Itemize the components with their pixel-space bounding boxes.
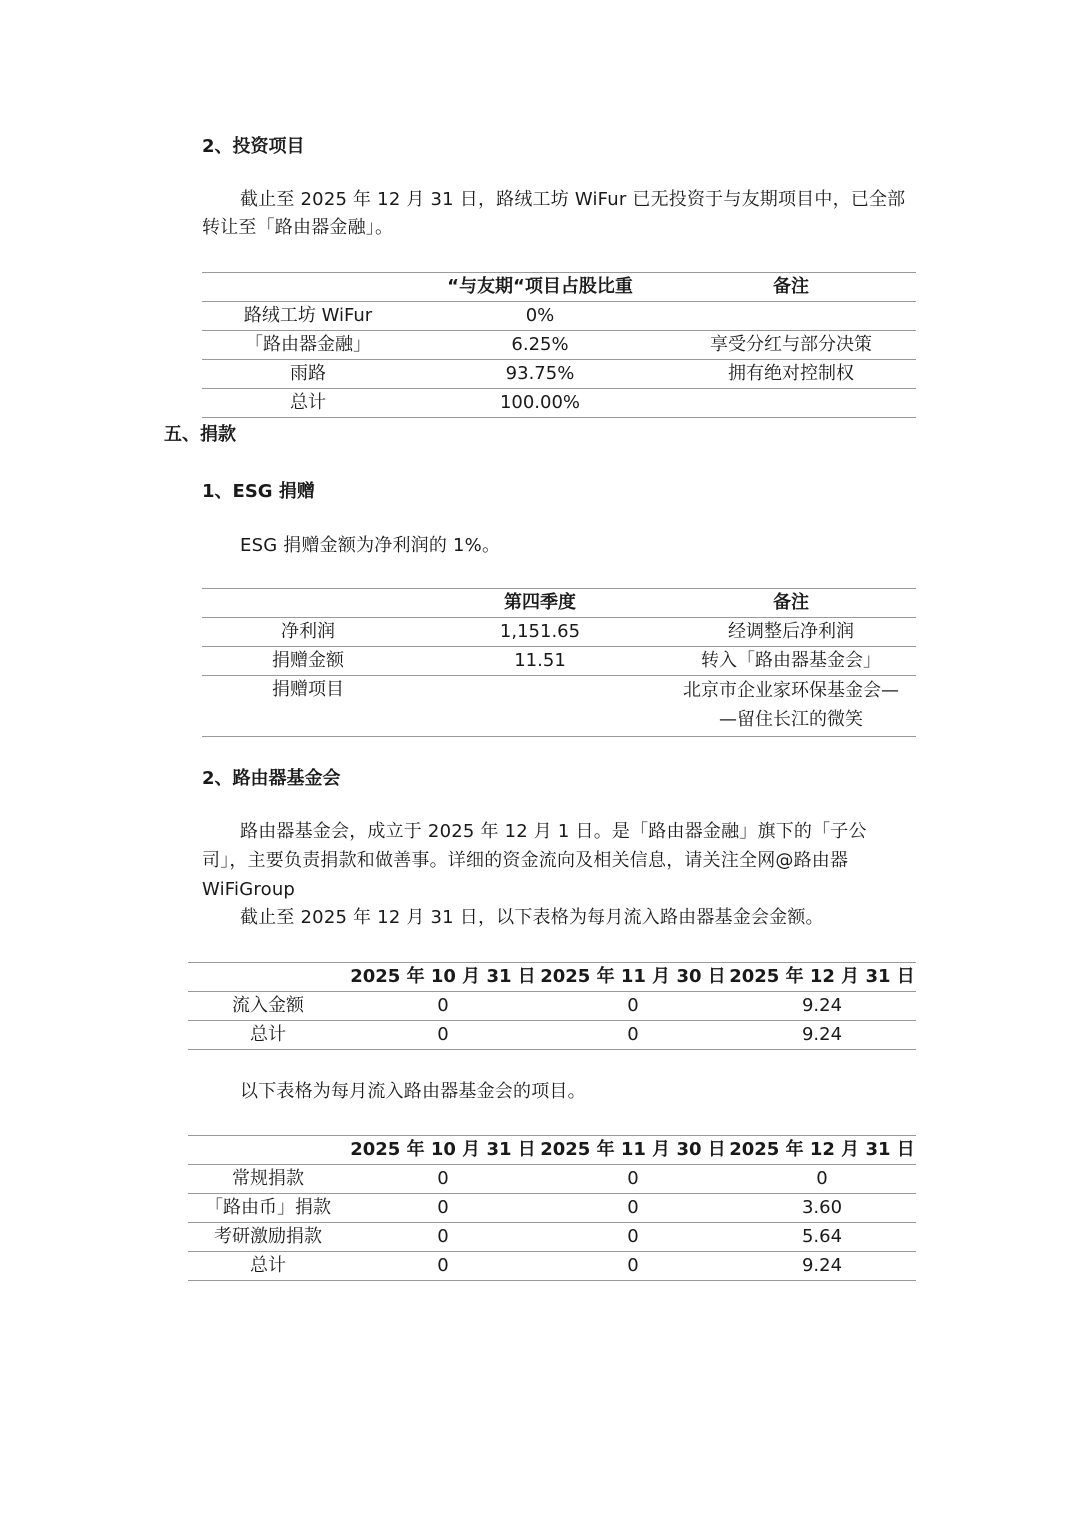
table-row xyxy=(188,1194,916,1223)
table-cell: 0 xyxy=(627,1168,639,1189)
table-cell: 「路由器金融」 xyxy=(245,334,371,355)
table-cell: 捐赠项目 xyxy=(272,679,344,700)
table-cell: 0 xyxy=(627,1255,639,1276)
table-cell: 9.24 xyxy=(801,1024,843,1045)
table-header-row xyxy=(188,1136,916,1165)
table-header-cell: 2025 年 12 月 31 日 xyxy=(729,1139,915,1160)
investment-paragraph-line2: 转让至「路由器金融」。 xyxy=(202,217,394,238)
esg-project-note-line2: —留住长江的微笑 xyxy=(719,709,863,730)
section-heading-esg: 1、ESG 捐赠 xyxy=(202,481,315,502)
table-cell: 「路由币」捐款 xyxy=(205,1197,331,1218)
table-cell: 考研激励捐款 xyxy=(214,1226,322,1247)
table-cell: 0 xyxy=(627,1197,639,1218)
foundation-paragraph-2: 截止至 2025 年 12 月 31 日，以下表格为每月流入路由器基金会金额。 xyxy=(240,907,824,928)
esg-paragraph: ESG 捐赠金额为净利润的 1%。 xyxy=(240,535,501,556)
table-cell: 净利润 xyxy=(281,621,335,642)
table-cell: 0 xyxy=(627,1226,639,1247)
table-header-cell: 2025 年 10 月 31 日 xyxy=(350,966,536,987)
section-heading-foundation: 2、路由器基金会 xyxy=(202,768,341,789)
esg-project-note-line1: 北京市企业家环保基金会— xyxy=(683,680,899,701)
table-cell: 拥有绝对控制权 xyxy=(728,363,854,384)
table-row xyxy=(202,618,916,647)
table-cell: 100.00% xyxy=(499,392,581,413)
table-cell: 总计 xyxy=(250,1024,286,1045)
investment-table xyxy=(202,272,916,418)
table-cell xyxy=(666,676,916,737)
table-row xyxy=(202,331,916,360)
table-row xyxy=(202,360,916,389)
table-cell xyxy=(666,302,916,331)
table-cell: 0 xyxy=(437,1255,449,1276)
table-cell: 转入「路由器基金会」 xyxy=(701,650,881,671)
table-cell: 总计 xyxy=(290,392,326,413)
table-cell: 93.75% xyxy=(505,363,575,384)
table-header-cell: 第四季度 xyxy=(504,592,576,613)
table-row xyxy=(202,302,916,331)
table-cell: 0 xyxy=(816,1168,828,1189)
table-row xyxy=(188,992,916,1021)
table-header-row xyxy=(188,963,916,992)
table-cell: 0 xyxy=(437,1226,449,1247)
table-cell: 0 xyxy=(437,1197,449,1218)
table-cell xyxy=(666,389,916,418)
table-cell: 捐赠金额 xyxy=(272,650,344,671)
esg-table xyxy=(202,588,916,737)
table-header-cell: 备注 xyxy=(773,276,809,297)
table-header-row xyxy=(202,273,916,302)
table-row xyxy=(188,1021,916,1050)
table-header-cell xyxy=(188,1136,348,1165)
table-header-cell: 2025 年 12 月 31 日 xyxy=(729,966,915,987)
table-cell: 0 xyxy=(437,1024,449,1045)
table-row xyxy=(188,1223,916,1252)
table-cell: 9.24 xyxy=(801,1255,843,1276)
table-row xyxy=(188,1165,916,1194)
table-header-cell: 2025 年 11 月 30 日 xyxy=(540,966,726,987)
foundation-paragraph-line1: 路由器基金会，成立于 2025 年 12 月 1 日。是「路由器金融」旗下的「子公 xyxy=(240,821,867,842)
table-header-cell: 2025 年 11 月 30 日 xyxy=(540,1139,726,1160)
table-cell: 路绒工坊 WiFur xyxy=(243,305,373,326)
table-cell: 0 xyxy=(437,995,449,1016)
table-cell: 0 xyxy=(627,995,639,1016)
table-row xyxy=(202,676,916,737)
section-heading-investment: 2、投资项目 xyxy=(202,136,305,157)
table-cell: 经调整后净利润 xyxy=(728,621,854,642)
table-cell xyxy=(414,676,666,737)
foundation-inflow-table xyxy=(188,962,916,1050)
table-cell: 9.24 xyxy=(801,995,843,1016)
table-cell: 雨路 xyxy=(290,363,326,384)
table-cell: 0 xyxy=(627,1024,639,1045)
table-cell: 享受分红与部分决策 xyxy=(710,334,872,355)
table-header-row xyxy=(202,589,916,618)
table-cell: 5.64 xyxy=(801,1226,843,1247)
foundation-paragraph-3: 以下表格为每月流入路由器基金会的项目。 xyxy=(240,1081,586,1102)
section-heading-donations: 五、捐款 xyxy=(164,424,236,445)
table-header-cell: 2025 年 10 月 31 日 xyxy=(350,1139,536,1160)
table-cell: 1,151.65 xyxy=(499,621,581,642)
investment-paragraph-line1: 截止至 2025 年 12 月 31 日，路绒工坊 WiFur 已无投资于与友期项目中，已全部 xyxy=(240,189,906,210)
table-cell: 常规捐款 xyxy=(232,1168,304,1189)
foundation-paragraph-line2: 司」，主要负责捐款和做善事。详细的资金流向及相关信息，请关注全网@路由器 xyxy=(202,850,849,871)
table-cell: 流入金额 xyxy=(232,995,304,1016)
table-cell: 0 xyxy=(437,1168,449,1189)
table-row xyxy=(202,389,916,418)
table-header-cell: 备注 xyxy=(773,592,809,613)
table-cell: 11.51 xyxy=(514,650,566,671)
foundation-projects-table xyxy=(188,1135,916,1281)
table-row xyxy=(188,1252,916,1281)
table-cell: 0% xyxy=(525,305,555,326)
table-cell: 6.25% xyxy=(511,334,569,355)
table-cell: 总计 xyxy=(250,1255,286,1276)
table-row xyxy=(202,647,916,676)
table-header-cell xyxy=(202,273,414,302)
table-header-cell xyxy=(188,963,348,992)
table-header-cell xyxy=(202,589,414,618)
table-cell: 3.60 xyxy=(801,1197,843,1218)
foundation-paragraph-line3: WiFiGroup xyxy=(202,879,296,900)
table-header-cell: “与友期“项目占股比重 xyxy=(447,276,633,297)
